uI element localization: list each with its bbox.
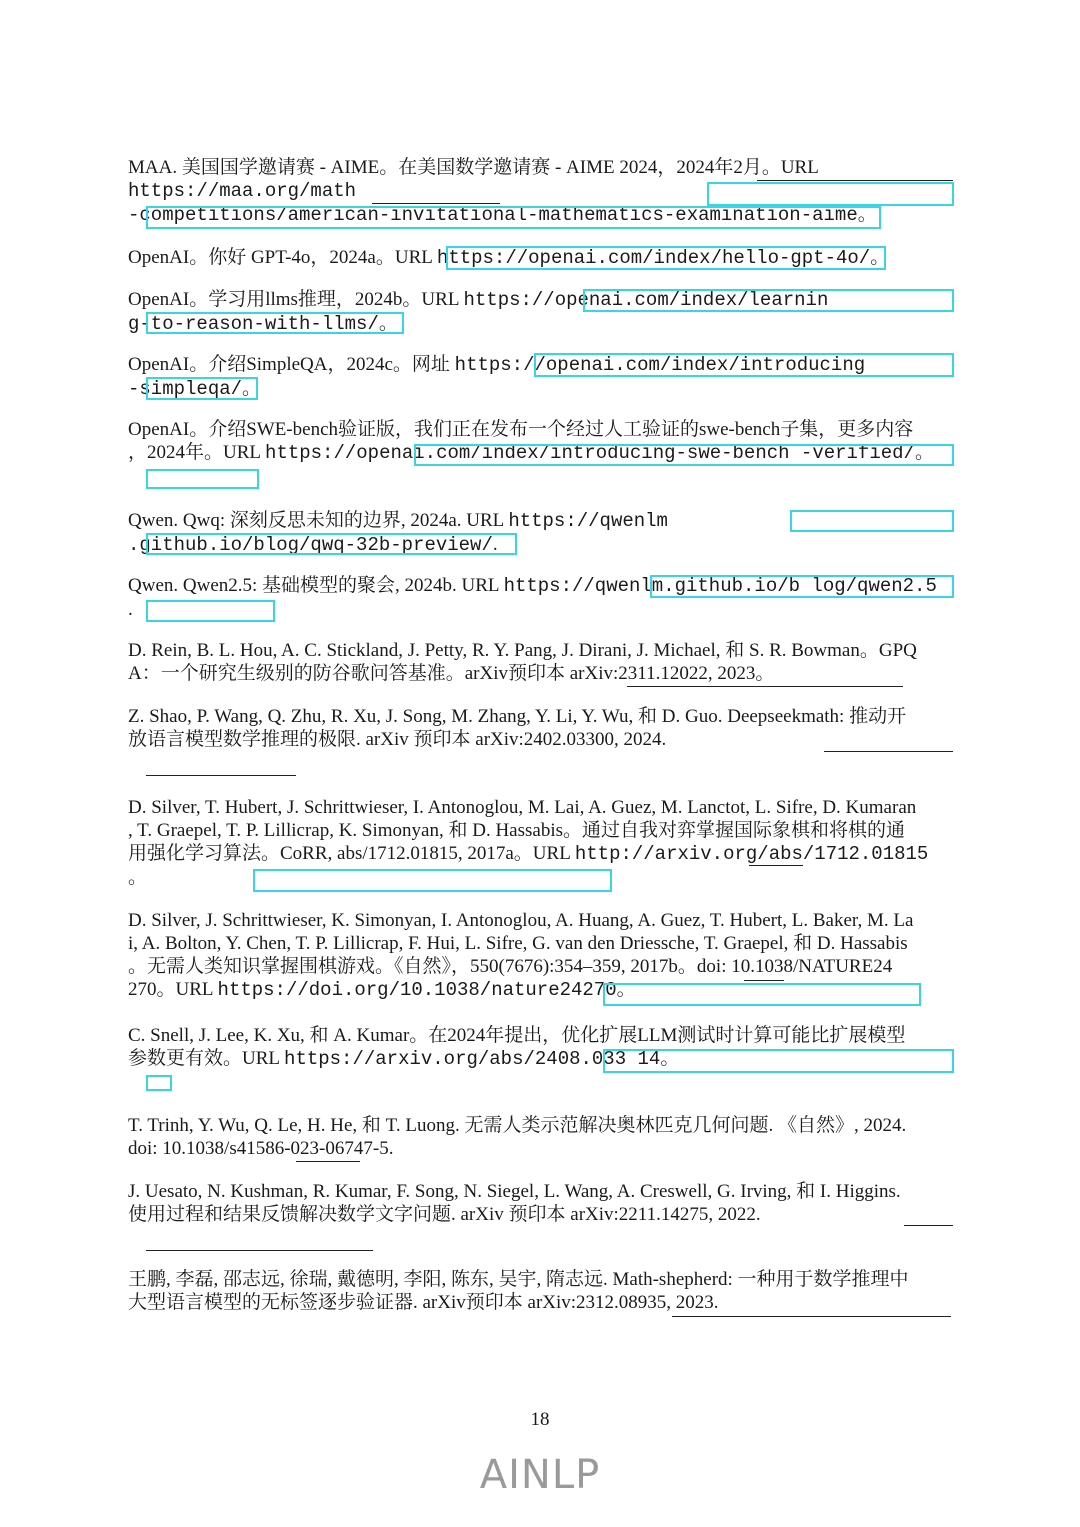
reference-line (128, 842, 958, 866)
reference-text: . (128, 599, 133, 620)
reference-url[interactable]: .github.io/blog/qwq-32b-preview/ (128, 534, 493, 556)
reference-text: 270。URL (128, 979, 218, 1000)
reference-line (128, 1137, 958, 1160)
reference-text: Qwen. Qwen2.5: 基础模型的聚会, 2024b. URL (128, 575, 504, 596)
link-highlight-box[interactable] (603, 983, 921, 1006)
link-underline (824, 751, 953, 752)
link-highlight-box[interactable] (583, 289, 954, 312)
reference-text: 大型语言模型的无标签逐步验证器. arXiv预印本 arXiv:2312.08935, 2023. (128, 1292, 719, 1313)
reference-line (128, 909, 958, 932)
link-highlight-box[interactable] (146, 1075, 172, 1091)
reference-entry (128, 639, 958, 685)
reference-text: Z. Shao, P. Wang, Q. Zhu, R. Xu, J. Song, M. Zhang, Y. Li, Y. Wu, 和 D. Guo. Deepseekmath: 推动开 (128, 706, 907, 727)
link-highlight-box[interactable] (146, 600, 275, 622)
reference-text: D. Silver, T. Hubert, J. Schrittwieser, I. Antonoglou, M. Lai, A. Guez, M. Lanctot, L. Sifre, D. Kumaran (128, 797, 917, 818)
link-underline (757, 180, 953, 181)
link-underline (672, 1316, 951, 1317)
reference-url[interactable]: https://openai.com/index/learnin (463, 289, 829, 311)
reference-line (128, 1268, 958, 1291)
link-highlight-box[interactable] (146, 377, 258, 400)
reference-url[interactable]: https://openai.com/index/hello-gpt-4o/ (436, 247, 871, 269)
reference-url[interactable]: http://arxiv.org/abs/1712.01815 (574, 843, 929, 865)
link-underline (146, 1250, 373, 1251)
link-underline (744, 980, 784, 981)
reference-text: T. Trinh, Y. Wu, Q. Le, H. He, 和 T. Luong. 无需人类示范解决奥林匹克几何问题. 《自然》, 2024. (128, 1115, 907, 1136)
reference-line (128, 728, 958, 751)
reference-line (128, 1024, 958, 1047)
reference-text: D. Silver, J. Schrittwieser, K. Simonyan, I. Antonoglou, A. Huang, A. Guez, T. Hubert, L. Baker, M. La (128, 910, 914, 931)
reference-text: , T. Graepel, T. P. Lillicrap, K. Simonyan, 和 D. Hassabis。通过自我对弈掌握国际象棋和将棋的通 (128, 820, 906, 841)
reference-text: OpenAI。学习用llms推理，2024b。URL (128, 289, 464, 310)
page-number: 18 (530, 1409, 550, 1430)
reference-text: 。 (914, 442, 934, 463)
reference-url[interactable]: https://maa.org/math (128, 180, 357, 202)
link-underline (627, 686, 903, 687)
reference-text: J. Uesato, N. Kushman, R. Kumar, F. Song, N. Siegel, L. Wang, A. Creswell, G. Irving, 和 I. Higgins. (128, 1181, 901, 1202)
reference-text: OpenAI。介绍SWE-bench验证版，我们正在发布一个经过人工验证的swe-bench子集，更多内容 (128, 419, 914, 440)
reference-text: 。 (242, 378, 262, 399)
reference-entry (128, 1180, 958, 1226)
reference-text: Qwen. Qwq: 深刻反思未知的边界, 2024a. URL (128, 510, 509, 531)
reference-entry (128, 1268, 958, 1314)
reference-text: 使用过程和结果反馈解决数学文字问题. arXiv 预印本 arXiv:2211.14275, 2022. (128, 1204, 761, 1225)
reference-text: 王鹏, 李磊, 邵志远, 徐瑞, 戴德明, 李阳, 陈东, 吴宇, 隋志远. Math-shepherd: 一种用于数学推理中 (128, 1269, 909, 1290)
reference-text: A：一个研究生级别的防谷歌问答基准。arXiv预印本 arXiv:2311.12022, 2023。 (128, 663, 775, 684)
reference-line (128, 418, 958, 441)
reference-url[interactable]: https://doi.org/10.1038/nature24270 (217, 979, 617, 1001)
reference-url[interactable]: -competitions/american-invitational-mathematics-examination-aime (128, 204, 858, 226)
link-highlight-box[interactable] (146, 469, 259, 489)
reference-url[interactable]: https://openai.com/index/introducing (454, 354, 866, 376)
reference-text: MAA. 美国国学邀请赛 - AIME。在美国数学邀请赛 - AIME 2024，2024年2月。URL (128, 157, 819, 178)
reference-entry (128, 1114, 958, 1160)
reference-line (128, 705, 958, 728)
link-highlight-box[interactable] (446, 246, 886, 270)
link-underline (904, 1225, 953, 1226)
link-highlight-box[interactable] (253, 869, 612, 892)
link-highlight-box[interactable] (790, 510, 954, 532)
watermark-logo: AINLP (479, 1452, 601, 1498)
reference-url[interactable]: -simpleqa/ (128, 378, 243, 400)
reference-text: 。 (128, 867, 148, 888)
reference-text: OpenAI。介绍SimpleQA，2024c。网址 (128, 354, 455, 375)
reference-text: i, A. Bolton, Y. Chen, T. P. Lillicrap, F. Hui, L. Sifre, G. van den Driessche, T. Graepel, 和 D. Hassabis (128, 933, 908, 954)
reference-url[interactable]: https://qwenlm (508, 510, 668, 532)
reference-text: 。无需人类知识掌握围棋游戏。《自然》，550(7676):354–359, 2017b。doi: 10.1038/NATURE24 (128, 956, 893, 977)
link-highlight-box[interactable] (414, 444, 954, 466)
reference-line (128, 1114, 958, 1137)
reference-text: 。 (870, 247, 890, 268)
reference-line (128, 156, 958, 179)
reference-line (128, 1291, 958, 1314)
link-underline (296, 1161, 360, 1162)
reference-line (128, 639, 958, 662)
link-underline (146, 775, 296, 776)
reference-text: doi: 10.1038/s41586-023-06747-5. (128, 1138, 394, 1159)
reference-entry (128, 705, 958, 751)
link-highlight-box[interactable] (603, 1049, 954, 1073)
link-underline (372, 203, 500, 204)
reference-line (128, 1203, 958, 1226)
reference-text: 。 (857, 204, 877, 225)
reference-text: 。 (660, 1048, 680, 1069)
link-highlight-box[interactable] (707, 182, 954, 206)
reference-text: . (492, 534, 498, 555)
reference-url[interactable]: g-to-reason-with-llms/ (128, 313, 379, 335)
reference-url[interactable]: https://qwenlm.github.io/b log/qwen2.5 (503, 575, 937, 597)
reference-text: 用强化学习算法。CoRR, abs/1712.01815, 2017a。URL (128, 843, 575, 864)
reference-text: 。 (616, 979, 636, 1000)
reference-text: 参数更有效。URL (128, 1048, 285, 1069)
link-highlight-box[interactable] (534, 353, 954, 377)
reference-text: C. Snell, J. Lee, K. Xu, 和 A. Kumar。在2024年提出，优化扩展LLM测试时计算可能比扩展模型 (128, 1025, 906, 1046)
link-highlight-box[interactable] (146, 312, 404, 334)
reference-url[interactable]: https://arxiv.org/abs/2408.033 14 (284, 1048, 661, 1070)
link-highlight-box[interactable] (650, 575, 954, 598)
reference-line (128, 932, 958, 955)
link-underline (749, 865, 803, 866)
reference-text: 。 (378, 313, 398, 334)
reference-text: D. Rein, B. L. Hou, A. C. Stickland, J. Petty, R. Y. Pang, J. Dirani, J. Michael, 和 S. R. Bowman。GPQ (128, 640, 917, 661)
reference-line (128, 955, 958, 978)
link-highlight-box[interactable] (146, 206, 881, 229)
reference-text: ，2024年。URL (128, 442, 266, 463)
reference-text: OpenAI。你好 GPT-4o，2024a。URL (128, 247, 437, 268)
reference-line (128, 819, 958, 842)
link-highlight-box[interactable] (146, 533, 517, 555)
reference-line (128, 796, 958, 819)
reference-line (128, 662, 958, 685)
reference-text: 放语言模型数学推理的极限. arXiv 预印本 arXiv:2402.03300, 2024. (128, 729, 667, 750)
reference-url[interactable]: https://openai.com/index/introducing-swe-bench -verified/ (265, 442, 915, 464)
reference-line (128, 1180, 958, 1203)
